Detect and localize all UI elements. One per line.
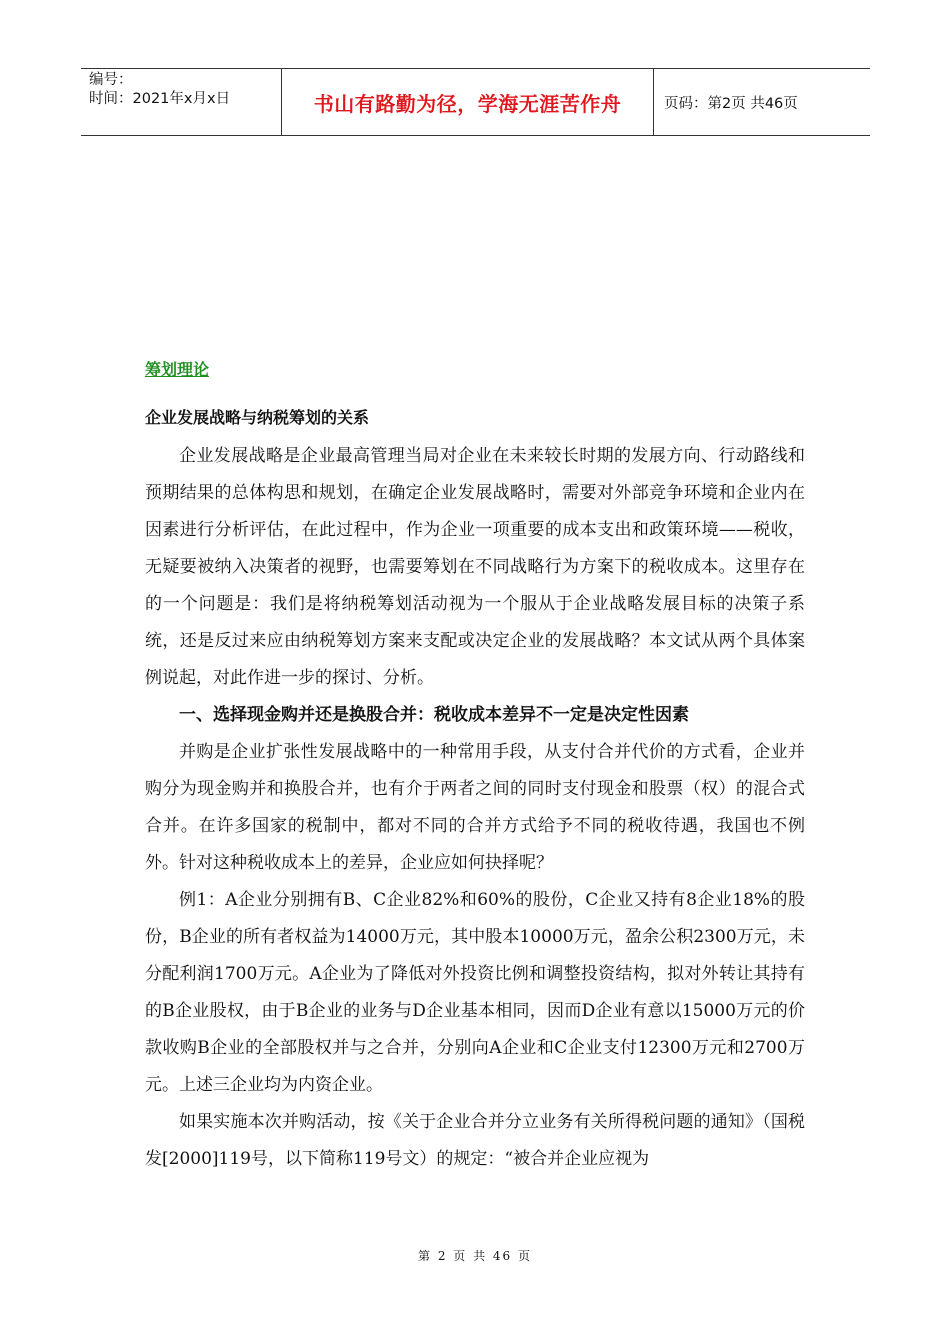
paragraph-intro: 企业发展战略是企业最高管理当局对企业在未来较长时期的发展方向、行动路线和预期结果的总体构思和规划，在确定企业发展战略时，需要对外部竞争环境和企业内在因素进行分析评估，在此过程中，作为企业一项重要的成本支出和政策环境——税收，无疑要被纳入决策者的视野，也需要筹划在不同战略行为方案下的税收成本。这里存在的一个问题是：我们是将纳税筹划活动视为一个服从于企业战略发展目标的决策子系统，还是反过来应由纳税筹划方案来支配或决定企业的发展战略？本文试从两个具体案例说起，对此作进一步的探讨、分析。 bbox=[145, 446, 805, 688]
section-heading-1: 一、选择现金购并还是换股合并：税收成本差异不一定是决定性因素 bbox=[179, 705, 689, 725]
paragraph-regulation: 如果实施本次并购活动，按《关于企业合并分立业务有关所得税问题的通知》（国税发[2000]119号，以下简称119号文）的规定：“被合并企业应视为 bbox=[145, 1112, 805, 1169]
page-header bbox=[81, 68, 870, 136]
header-page-number: 页码：第2页 共46页 bbox=[664, 95, 798, 112]
paragraph-merger: 并购是企业扩张性发展战略中的一种常用手段，从支付合并代价的方式看，企业并购分为现金购并和换股合并，也有介于两者之间的同时支付现金和股票（权）的混合式合并。在许多国家的税制中，都对不同的合并方式给予不同的税收待遇，我国也不例外。针对这种税收成本上的差异，企业应如何抉择呢？ bbox=[145, 742, 805, 873]
section-tag: 筹划理论 bbox=[145, 360, 210, 379]
header-motto: 书山有路勤为径，学海无涯苦作舟 bbox=[281, 69, 654, 135]
time-label: 时间：2021年x月x日 bbox=[89, 91, 231, 107]
document-title: 企业发展战略与纳税筹划的关系 bbox=[145, 408, 370, 427]
document-body bbox=[145, 438, 805, 1178]
page-footer: 第 2 页 共 46 页 bbox=[418, 1249, 532, 1263]
paragraph-example-1: 例1：A企业分别拥有B、C企业82%和60%的股份，C企业又持有8企业18%的股份，B企业的所有者权益为14000万元，其中股本10000万元，盈余公积2300万元，未分配利润1700万元。A企业为了降低对外投资比例和调整投资结构，拟对外转让其持有的B企业股权，由于B企业的业务与D企业基本相同，因而D企业有意以15000万元的价款收购B企业的全部股权并与之合并，分别向A企业和C企业支付12300万元和2700万元。上述三企业均为内资企业。 bbox=[145, 890, 805, 1095]
header-info-cell bbox=[81, 69, 281, 135]
serial-number-label: 编号： bbox=[89, 72, 133, 88]
